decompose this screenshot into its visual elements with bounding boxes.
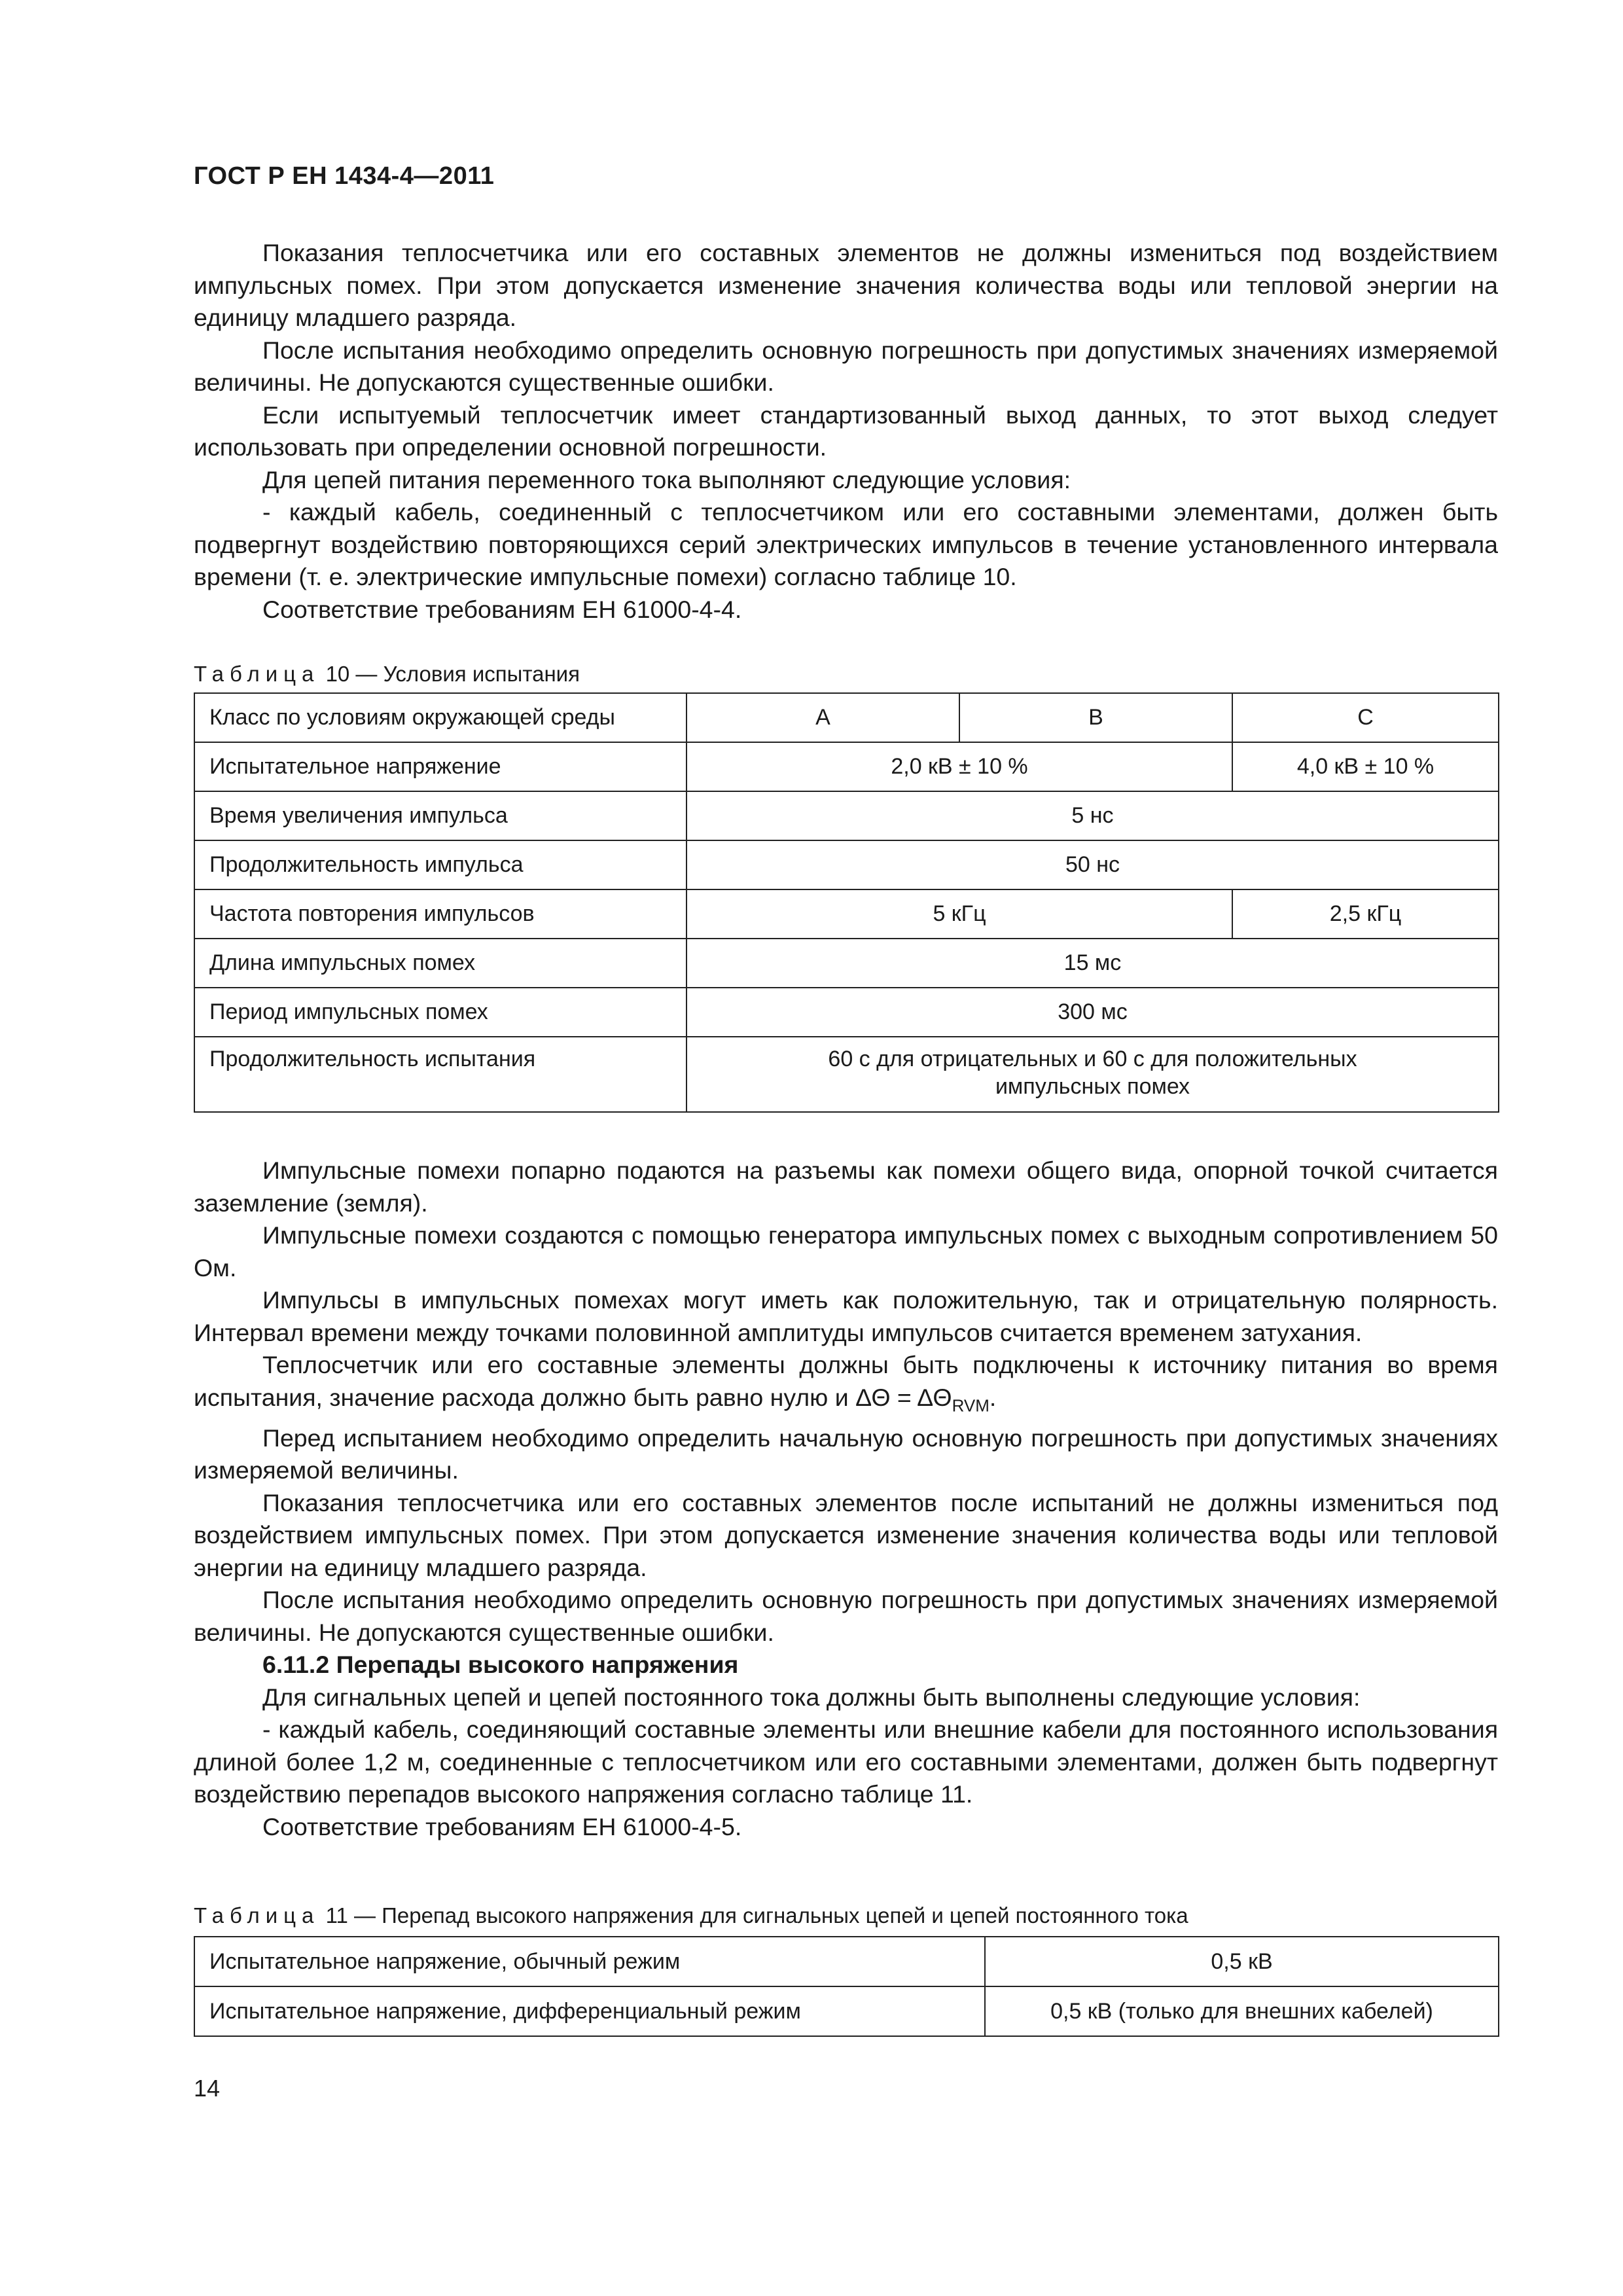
paragraph: Для цепей питания переменного тока выполняют следующие условия:	[262, 465, 1071, 493]
paragraph: Импульсные помехи создаются с помощью генератора импульсных помех с выходным сопротивлением 50 Ом.	[194, 1221, 1498, 1282]
table-row	[194, 1037, 1499, 1112]
paragraph: После испытания необходимо определить основную погрешность при допустимых значениях измеряемой величины. Не допускаются существенные ошибки.	[194, 336, 1498, 396]
table-cell: 0,5 кВ (только для внешних кабелей)	[985, 1986, 1499, 2036]
table-cell: Частота повторения импульсов	[194, 889, 687, 939]
table-row	[194, 988, 1499, 1037]
paragraph-text: Теплосчетчик или его составные элементы должны быть подключены к источнику питания во время испытания, значение расхода должно быть равно нулю и ΔΘ = ΔΘ	[194, 1351, 1498, 1411]
table-cell: 4,0 кВ ± 10 %	[1232, 742, 1499, 791]
paragraph: Показания теплосчетчика или его составных элементов не должны измениться под воздействием импульсных помех. При этом допускается изменение значения количества воды или тепловой энергии на единицу младшего разряда.	[194, 239, 1498, 331]
paragraph	[194, 1349, 1498, 1422]
table-cell: Испытательное напряжение	[194, 742, 687, 791]
table-cell: A	[687, 693, 959, 742]
table-cell: Период импульсных помех	[194, 988, 687, 1037]
table-cell: Продолжительность импульса	[194, 840, 687, 889]
paragraph: После испытания необходимо определить основную погрешность при допустимых значениях измеряемой величины. Не допускаются существенные ошибки.	[194, 1586, 1498, 1646]
subscript: RVM	[952, 1395, 990, 1415]
paragraph: Импульсные помехи попарно подаются на разъемы как помехи общего вида, опорной точкой считается заземление (земля).	[194, 1157, 1498, 1217]
paragraph: Для сигнальных цепей и цепей постоянного тока должны быть выполнены следующие условия:	[262, 1683, 1361, 1711]
section-heading: 6.11.2 Перепады высокого напряжения	[262, 1651, 739, 1678]
table-cell: Продолжительность испытания	[194, 1037, 687, 1112]
table-row	[194, 693, 1499, 742]
table-cell: 2,5 кГц	[1232, 889, 1499, 939]
table-row	[194, 742, 1499, 791]
table-10-caption	[194, 661, 580, 687]
caption-text: 11 — Перепад высокого напряжения для сигнальных цепей и цепей постоянного тока	[325, 1903, 1188, 1928]
table-11	[194, 1936, 1499, 2037]
paragraph: Импульсы в импульсных помехах могут иметь как положительную, так и отрицательную полярность. Интервал времени между точками половинной амплитуды импульсов считается временем затухания.	[194, 1286, 1498, 1346]
text-block-top	[194, 237, 1498, 626]
table-cell: 0,5 кВ	[985, 1937, 1499, 1986]
page-number: 14	[194, 2075, 221, 2102]
document-header: ГОСТ Р ЕН 1434-4—2011	[194, 162, 495, 190]
paragraph: Показания теплосчетчика или его составных элементов после испытаний не должны измениться под воздействием импульсных помех. При этом допускается изменение значения количества воды или тепловой энергии на единицу младшего разряда.	[194, 1488, 1498, 1581]
table-cell: B	[959, 693, 1232, 742]
table-cell: Время увеличения импульса	[194, 791, 687, 840]
table-cell: Испытательное напряжение, дифференциальный режим	[194, 1986, 985, 2036]
paragraph: - каждый кабель, соединяющий составные элементы или внешние кабели для постоянного использования длиной более 1,2 м, соединенные с теплосчетчиком или его составными элементами, должен быть подвергнут воздействию перепадов высокого напряжения согласно таблице 11.	[194, 1715, 1498, 1808]
table-cell: 300 мс	[687, 988, 1499, 1037]
table-row	[194, 889, 1499, 939]
table-row	[194, 791, 1499, 840]
table-cell: 5 кГц	[687, 889, 1232, 939]
table-cell: 50 нс	[687, 840, 1499, 889]
caption-word: Таблица	[194, 1903, 320, 1928]
table-row	[194, 1937, 1499, 1986]
table-cell: 5 нс	[687, 791, 1499, 840]
paragraph-end: .	[989, 1383, 997, 1411]
table-cell: 60 с для отрицательных и 60 с для положительных импульсных помех	[687, 1037, 1499, 1112]
table-cell: Испытательное напряжение, обычный режим	[194, 1937, 985, 1986]
paragraph: Перед испытанием необходимо определить начальную основную погрешность при допустимых значениях измеряемой величины.	[194, 1424, 1498, 1484]
caption-text: 10 — Условия испытания	[325, 662, 580, 686]
table-row	[194, 939, 1499, 988]
table-cell: 15 мс	[687, 939, 1499, 988]
paragraph: - каждый кабель, соединенный с теплосчетчиком или его составными элементами, должен быть подвергнут воздействию повторяющихся серий электрических импульсов в течение установленного интервала времени (т. е. электрические импульсные помехи) согласно таблице 10.	[194, 498, 1498, 590]
table-row	[194, 840, 1499, 889]
table-10	[194, 692, 1499, 1113]
table-cell: 2,0 кВ ± 10 %	[687, 742, 1232, 791]
table-11-caption	[194, 1903, 1188, 1929]
table-cell: C	[1232, 693, 1499, 742]
caption-word: Таблица	[194, 662, 320, 686]
table-row	[194, 1986, 1499, 2036]
table-cell: Длина импульсных помех	[194, 939, 687, 988]
paragraph: Если испытуемый теплосчетчик имеет стандартизованный выход данных, то этот выход следует использовать при определении основной погрешности.	[194, 401, 1498, 461]
table-cell: Класс по условиям окружающей среды	[194, 693, 687, 742]
paragraph: Соответствие требованиям ЕН 61000-4-5.	[262, 1812, 742, 1840]
text-block-bottom	[194, 1155, 1498, 1843]
paragraph: Соответствие требованиям ЕН 61000-4-4.	[262, 595, 742, 623]
